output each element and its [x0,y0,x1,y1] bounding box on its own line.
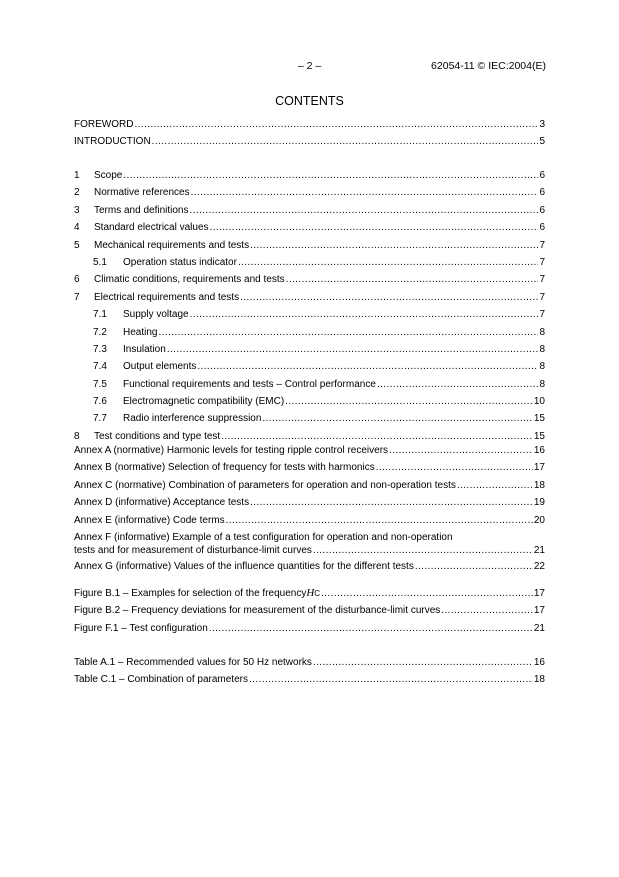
toc-entry-table[interactable] [74,654,545,671]
page-number: – 2 – [297,60,322,72]
toc-page: 21 [533,622,545,634]
toc-entry-annex[interactable] [74,477,545,494]
toc-number: 7.6 [93,396,107,408]
toc-label: Operation status indicator [123,256,237,268]
toc-number: 7.5 [93,378,107,390]
toc-page: 7 [539,256,545,268]
toc-entry-clause[interactable] [74,237,545,254]
toc-page: 3 [539,119,545,130]
toc-page: 16 [533,445,545,456]
toc-entry-figure-f1[interactable] [74,620,545,637]
toc-annexes [74,442,545,575]
toc-page: 15 [533,430,545,442]
toc-label: Annex A (normative) Harmonic levels for testing ripple control receivers [74,445,389,456]
toc-entry-clause[interactable] [74,289,545,306]
toc-label: Annex D (informative) Acceptance tests [74,497,250,509]
toc-entry-clause[interactable] [74,184,545,201]
toc-figures [74,585,545,637]
toc-page: 8 [539,343,545,355]
toc-label: Insulation [123,343,166,355]
toc-label: Annex C (normative) Combination of parameters for operation and non-operation tests [74,479,456,491]
toc-label: Annex G (informative) Values of the influence quantities for the different tests [74,560,414,572]
toc-label: Figure F.1 – Test configuration [74,622,208,634]
toc-label: Terms and definitions [94,204,189,216]
toc-entry-clause[interactable] [74,324,545,341]
toc-label: Annex E (informative) Code terms [74,514,225,526]
toc-entry-annex-g[interactable] [74,558,545,575]
toc-label: Electromagnetic compatibility (EMC) [123,396,285,408]
toc-page: 17 [533,605,545,617]
toc-number: 2 [74,187,80,199]
frequency-symbol: H [306,587,315,599]
toc-page: 7 [539,309,545,321]
toc-page: 21 [533,544,545,556]
toc-number: 7.3 [93,343,107,355]
toc-entry-clause[interactable] [74,306,545,323]
toc-entry-clause[interactable] [74,219,545,236]
toc-page: 15 [533,413,545,425]
toc-page: 8 [539,326,545,338]
toc-entry-clause[interactable] [74,393,545,410]
toc-label: Figure B.2 – Frequency deviations for measurement of the disturbance-limit curves [74,605,441,617]
toc-label: Radio interference suppression [123,413,262,425]
toc-page: 18 [533,674,545,686]
toc-label: Output elements [123,361,197,373]
toc-page: 18 [533,479,545,491]
frequency-subscript: C [314,589,321,598]
toc-number: 4 [74,222,80,234]
toc-number: 5.1 [93,256,107,268]
toc-page: 8 [539,378,545,390]
toc-label: Figure B.1 – Examples for selection of the frequency [74,588,307,599]
toc-entry-annex[interactable] [74,442,545,459]
toc-page: 22 [533,560,545,572]
toc-label: Electrical requirements and tests [94,291,240,303]
toc-number: 5 [74,239,80,251]
toc-page: 7 [539,291,545,303]
toc-page: 7 [539,274,545,286]
toc-page: 6 [539,222,545,234]
toc-entry-figure-b1[interactable] [74,585,545,602]
toc-page: 19 [533,497,545,509]
toc-tables [74,654,545,689]
toc-page: 17 [533,462,545,474]
toc-label: Table C.1 – Combination of parameters [74,674,248,686]
toc-entry-annex[interactable] [74,459,545,476]
toc-entry-annex-f[interactable] [74,529,545,558]
toc-entry-table[interactable] [74,671,545,688]
toc-number: 6 [74,274,80,286]
toc-label: Table A.1 – Recommended values for 50 Hz networks [74,657,312,668]
toc-page: 10 [533,396,545,408]
toc-label-continued: tests and for measurement of disturbance-limit curves [74,544,312,556]
toc-number: 3 [74,204,80,216]
toc-clauses [74,167,545,445]
toc-number: 7.1 [93,309,107,321]
toc-entry-clause[interactable] [74,167,545,184]
toc-number: 1 [74,170,80,181]
standard-reference: 62054-11 © IEC:2004(E) [431,60,546,72]
toc-entry-annex[interactable] [74,512,545,529]
toc-page: 7 [539,239,545,251]
toc-label: FOREWORD [74,119,134,130]
toc-page: 17 [533,588,545,599]
toc-page: 16 [533,657,545,668]
toc-label: Functional requirements and tests – Control performance [123,378,376,390]
toc-page: 8 [539,361,545,373]
toc-label: Annex F (informative) Example of a test configuration for operation and non-operation [74,531,453,543]
toc-entry-clause[interactable] [74,202,545,219]
toc-entry-clause[interactable] [74,341,545,358]
toc-label: Heating [123,326,158,338]
toc-label: Normative references [94,187,190,199]
toc-label: Scope [94,170,123,181]
toc-entry-figure-b2[interactable] [74,602,545,619]
toc-label: INTRODUCTION [74,136,151,148]
toc-page: 6 [539,187,545,199]
toc-entry-clause[interactable] [74,376,545,393]
toc-number: 7 [74,291,80,303]
toc-label: Test conditions and type test [94,430,221,442]
page-title: CONTENTS [275,94,344,108]
toc-page: 6 [539,204,545,216]
toc-front-matter [74,116,545,151]
toc-page: 20 [533,514,545,526]
toc-label: Climatic conditions, requirements and tests [94,274,285,286]
toc-number: 7.2 [93,326,107,338]
toc-entry-clause[interactable] [74,271,545,288]
toc-label: Mechanical requirements and tests [94,239,250,251]
toc-number: 8 [74,430,80,442]
toc-entry-clause[interactable] [74,254,545,271]
toc-entry-foreword[interactable] [74,116,545,133]
toc-label: Standard electrical values [94,222,209,234]
toc-page: 5 [539,136,545,148]
toc-page: 6 [539,170,545,181]
toc-entry-annex[interactable] [74,494,545,511]
toc-entry-clause[interactable] [74,410,545,427]
toc-label: Annex B (normative) Selection of frequency for tests with harmonics [74,462,375,474]
toc-entry-clause[interactable] [74,358,545,375]
toc-label: Supply voltage [123,309,189,321]
toc-number: 7.7 [93,413,107,425]
toc-entry-introduction[interactable] [74,133,545,150]
toc-number: 7.4 [93,361,107,373]
